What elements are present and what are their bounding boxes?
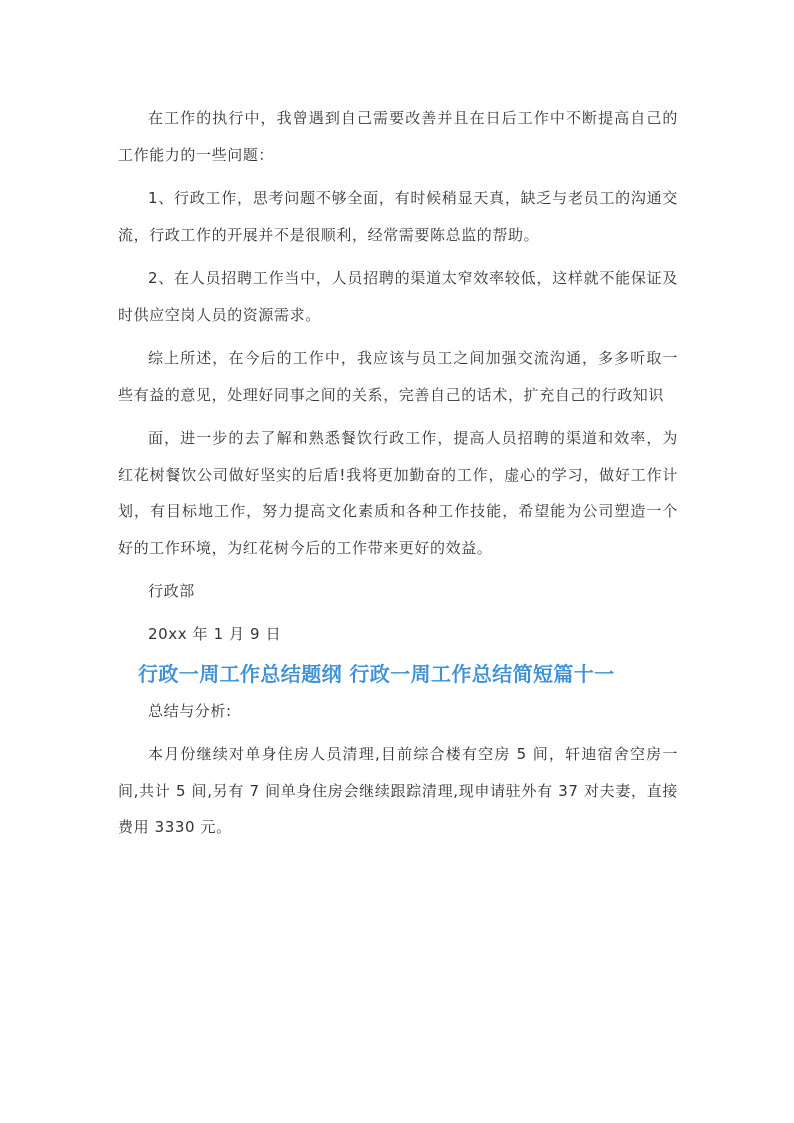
- section-body: 本月份继续对单身住房人员清理,目前综合楼有空房 5 间，轩迪宿舍空房一间,共计 5 间,另有 7 间单身住房会继续跟踪清理,现申请驻外有 37 对夫妻，直接费用 3330 元。: [118, 745, 678, 836]
- document-body: [118, 100, 678, 853]
- signature-date: 20xx 年 1 月 9 日: [148, 625, 282, 643]
- signature-department: 行政部: [148, 582, 195, 600]
- paragraph-problem-2: 2、在人员招聘工作当中，人员招聘的渠道太窄效率较低，这样就不能保证及时供应空岗人员的资源需求。: [118, 269, 678, 324]
- paragraph-problem-1: 1、行政工作，思考问题不够全面，有时候稍显天真，缺乏与老员工的沟通交流，行政工作的开展并不是很顺利，经常需要陈总监的帮助。: [118, 189, 678, 244]
- section-label: 总结与分析:: [148, 702, 232, 720]
- paragraph-plan: 面，进一步的去了解和熟悉餐饮行政工作，提高人员招聘的渠道和效率，为红花树餐饮公司做好坚实的后盾!我将更加勤奋的工作，虚心的学习，做好工作计划，有目标地工作，努力提高文化素质和各种工作技能，希望能为公司塑造一个好的工作环境，为红花树今后的工作带来更好的效益。: [118, 429, 678, 557]
- paragraph-problems-intro: 在工作的执行中，我曾遇到自己需要改善并且在日后工作中不断提高自己的工作能力的一些问题：: [118, 109, 678, 164]
- section-heading: 行政一周工作总结题纲 行政一周工作总结简短篇十一: [138, 662, 615, 686]
- paragraph-summary: 综上所述，在今后的工作中，我应该与员工之间加强交流沟通，多多听取一些有益的意见，处理好同事之间的关系，完善自己的话术，扩充自己的行政知识: [118, 349, 678, 404]
